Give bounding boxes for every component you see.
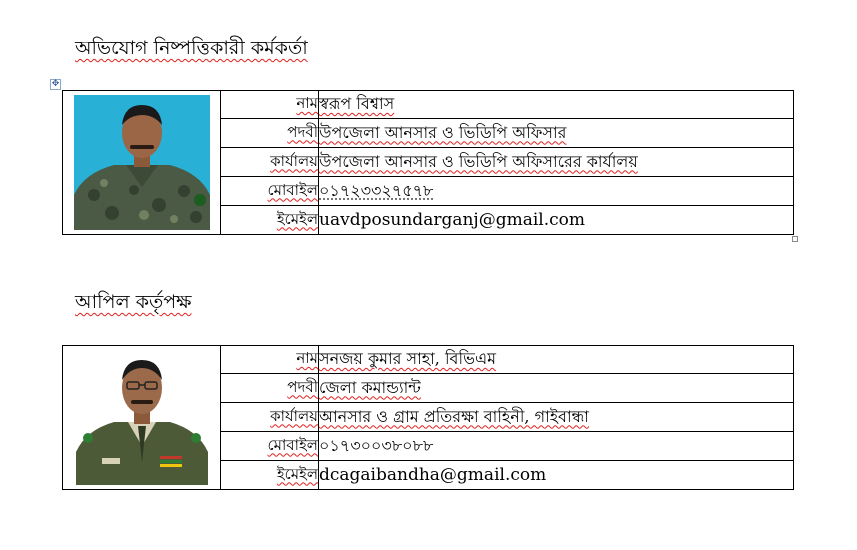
photo-cell: [63, 346, 221, 490]
value-name: স্বরূপ বিশ্বাস: [319, 91, 794, 119]
value-name: সনজয় কুমার সাহা, বিভিএম: [319, 346, 794, 374]
table-move-handle-icon[interactable]: ✥: [51, 79, 60, 89]
value-email: uavdposundarganj@gmail.com: [319, 206, 794, 235]
value-mobile: ০১৭৩০০৩৮০৮৮: [319, 432, 794, 461]
photo-cell: [63, 91, 221, 235]
label-mobile: মোবাইল: [221, 432, 319, 461]
label-email: ইমেইল: [221, 461, 319, 490]
label-mobile: মোবাইল: [221, 177, 319, 206]
label-name: নাম: [221, 91, 319, 119]
section-heading-grievance-officer: অভিযোগ নিষ্পত্তিকারী কর্মকর্তা: [75, 37, 308, 59]
label-email: ইমেইল: [221, 206, 319, 235]
value-office: উপজেলা আনসার ও ভিডিপি অফিসারের কার্যালয়: [319, 148, 794, 177]
value-designation: জেলা কমান্ড্যান্ট: [319, 374, 794, 403]
authority-photo: [76, 350, 208, 485]
label-office: কার্যালয়: [221, 403, 319, 432]
label-office: কার্যালয়: [221, 148, 319, 177]
table-resize-handle-icon[interactable]: [792, 236, 798, 242]
appeal-authority-table: [62, 345, 794, 490]
officer-photo: [74, 95, 210, 230]
label-designation: পদবী: [221, 119, 319, 148]
section-heading-appeal-authority: আপিল কর্তৃপক্ষ: [75, 291, 192, 313]
officer-info-table: [62, 90, 794, 235]
value-office: আনসার ও গ্রাম প্রতিরক্ষা বাহিনী, গাইবান্ধা: [319, 403, 794, 432]
value-email: dcagaibandha@gmail.com: [319, 461, 794, 490]
label-designation: পদবী: [221, 374, 319, 403]
label-name: নাম: [221, 346, 319, 374]
value-mobile: ০১৭২৩৩২৭৫৭৮: [319, 177, 794, 206]
value-designation: উপজেলা আনসার ও ভিডিপি অফিসার: [319, 119, 794, 148]
